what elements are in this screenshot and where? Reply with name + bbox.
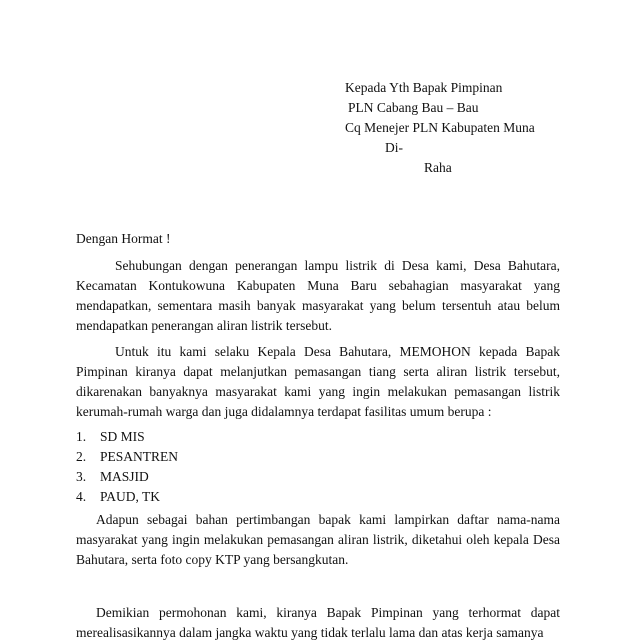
paragraph-closing: Demikian permohonan kami, kiranya Bapak Pimpinan yang terhormat dapat merealisasikannya dalam jangka waktu yang tidak terlalu lama dan atas kerja samanya [76, 605, 560, 640]
list-item-label: PESANTREN [100, 449, 179, 464]
list-item-number: 1. [76, 429, 87, 444]
recipient-address [345, 78, 535, 178]
list-item-number: 4. [76, 489, 87, 504]
list-item-number: 3. [76, 469, 87, 484]
paragraph-request: Untuk itu kami selaku Kepala Desa Bahutara, MEMOHON kepada Bapak Pimpinan kiranya dapat melanjutkan pemasangan tiang serta aliran listrik tersebut, dikarenakan banyaknya masyarakat kami yang ingin melakukan pemasangan listrik kerumah-rumah warga dan juga didalamnya terdapat fasilitas umum berupa : [76, 344, 560, 419]
list-item [76, 447, 178, 467]
recipient-line: Cq Menejer PLN Kabupaten Muna [345, 120, 535, 135]
list-item-number: 2. [76, 449, 87, 464]
list-item-label: MASJID [100, 469, 149, 484]
recipient-line: PLN Cabang Bau – Bau [348, 100, 479, 115]
facilities-list [76, 427, 178, 507]
recipient-line: Kepada Yth Bapak Pimpinan [345, 80, 503, 95]
list-item [76, 467, 178, 487]
recipient-line: Di- [385, 140, 403, 155]
list-item [76, 427, 178, 447]
list-item-label: PAUD, TK [100, 489, 161, 504]
recipient-city: Raha [424, 160, 452, 175]
list-item-label: SD MIS [100, 429, 145, 444]
list-item [76, 487, 178, 507]
paragraph-attachments: Adapun sebagai bahan pertimbangan bapak kami lampirkan daftar nama-nama masyarakat yang ingin melakukan pemasangan aliran listrik, diketahui oleh kepala Desa Bahutara, serta foto copy KTP yang bersangkutan. [76, 512, 560, 567]
salutation: Dengan Hormat ! [76, 231, 171, 246]
paragraph-background: Sehubungan dengan penerangan lampu listrik di Desa kami, Desa Bahutara, Kecamatan Kontukowuna Kabupaten Muna Baru sebahagian masyarakat yang mendapatkan, sementara masih banyak masyarakat yang belum tersentuh atau belum mendapatkan penerangan aliran listrik tersebut. [76, 258, 560, 333]
